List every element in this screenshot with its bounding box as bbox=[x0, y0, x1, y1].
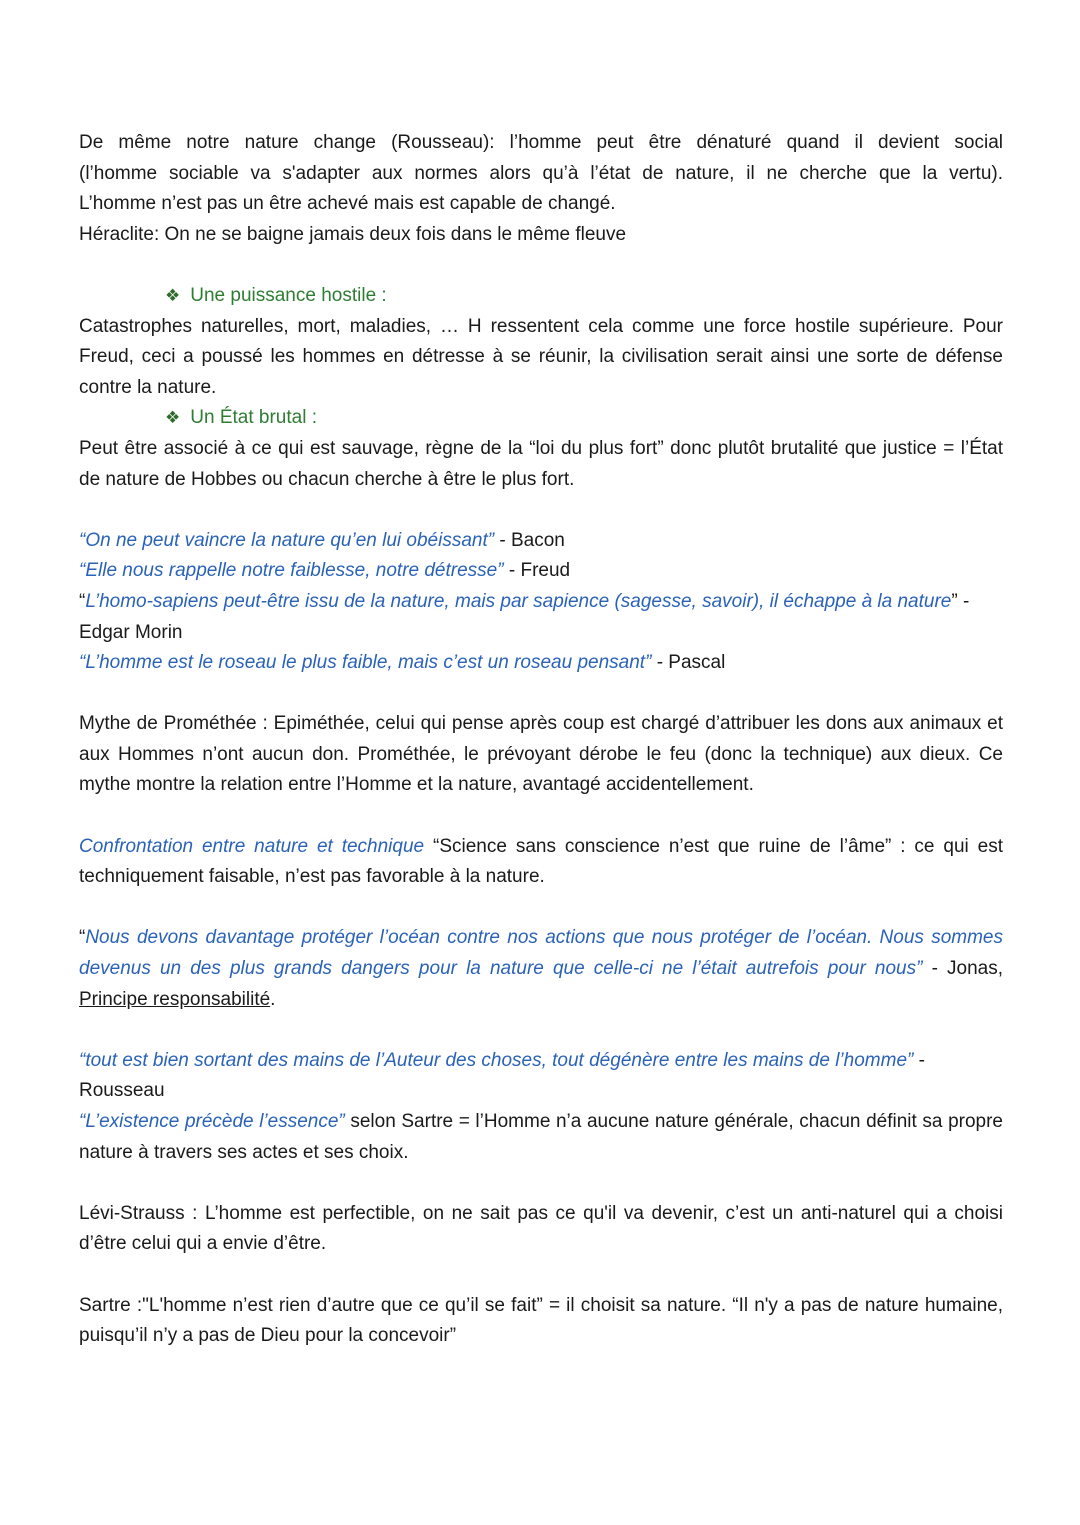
quote-text: “L’homme est le roseau le plus faible, mais c’est un roseau pensant” bbox=[79, 652, 652, 674]
heraclite-line bbox=[79, 220, 1003, 251]
paragraph-text: Lévi-Strauss : L’homme est perfectible, on ne sait pas ce qu'il va devenir, c’est un anti-naturel qui a choisi d’être celui qui a envie d’être. bbox=[79, 1202, 1003, 1255]
quote-pascal bbox=[79, 648, 1003, 679]
confrontation-label: Confrontation entre nature et technique bbox=[79, 835, 425, 857]
text-line: Héraclite: On ne se baigne jamais deux fois dans le même fleuve bbox=[79, 223, 627, 245]
quote-text: “tout est bien sortant des mains de l’Auteur des choses, tout dégénère entre les mains de l’homme” bbox=[79, 1049, 914, 1071]
quote-author: Edgar Morin bbox=[79, 621, 183, 643]
quote-bacon bbox=[79, 526, 1003, 557]
paragraph-confrontation bbox=[79, 832, 1003, 893]
text-line: De même notre nature change (Rousseau): l’homme peut être dénaturé quand il devient social bbox=[79, 132, 1003, 153]
bullet-heading-etat-brutal bbox=[79, 403, 1003, 434]
quote-close-mark: ” - bbox=[951, 590, 970, 612]
quote-text: “L’existence précède l’essence” bbox=[79, 1111, 345, 1132]
quote-freud bbox=[79, 556, 1003, 587]
diamond-bullet-icon: ❖ bbox=[165, 408, 181, 428]
paragraph-rousseau-nature bbox=[79, 128, 1003, 159]
period: . bbox=[270, 988, 276, 1010]
paragraph-text: “Science sans conscience n’est que ruine de l’âme” : ce qui est techniquement faisable, n’est pas favorable à la nature. bbox=[79, 835, 1004, 888]
paragraph-sartre-nature bbox=[79, 1291, 1003, 1352]
paragraph-text: Sartre :"L'homme n’est rien d’autre que ce qu’il se fait” = il choisit sa nature. “Il n'y a pas de nature humaine, puisqu’il n’y a pas de Dieu pour la concevoir” bbox=[79, 1294, 1003, 1347]
text-line: (l’homme sociable va s'adapter aux normes alors qu’à l’état de nature, il ne cherche que la vertu). bbox=[79, 162, 1003, 184]
paragraph-promethee bbox=[79, 709, 1003, 801]
quote-author: Jonas, bbox=[947, 958, 1004, 980]
paragraph-text: Mythe de Prométhée : Epiméthée, celui qui pense après coup est chargé d’attribuer les dons aux animaux et aux Hommes n’ont aucun don. Prométhée, le prévoyant dérobe le feu (donc la technique) aux dieux. Ce mythe montre la relation entre l’Homme et la nature, avantagé accidentellement. bbox=[79, 713, 1003, 796]
quote-author: - Bacon bbox=[494, 529, 565, 551]
quote-text: Nous devons davantage protéger l’océan contre nos actions que nous protéger de l’océan. Nous sommes devenus un des plus grands dangers pour la nature que celle-ci ne l’était autrefois pour nous” bbox=[79, 927, 1003, 980]
paragraph-text: selon Sartre = l’Homme n’a aucune nature générale, chacun définit sa propre nature à travers ses actes et ses choix. bbox=[79, 1111, 1003, 1163]
text-line: L’homme n’est pas un être achevé mais est capable de changé. bbox=[79, 193, 616, 215]
bullet-heading-puissance-hostile bbox=[79, 281, 1003, 312]
paragraph-rousseau-nature-2 bbox=[79, 159, 1003, 190]
paragraph-etat-brutal bbox=[79, 434, 1003, 495]
paragraph-text: Peut être associé à ce qui est sauvage, règne de la “loi du plus fort” donc plutôt brutalité que justice = l’État de nature de Hobbes ou chacun cherche à être le plus fort. bbox=[79, 437, 1003, 490]
work-title: Principe responsabilité bbox=[79, 988, 271, 1010]
paragraph-levi-strauss bbox=[79, 1199, 1003, 1260]
bullet-title: Un État brutal : bbox=[190, 407, 317, 429]
quote-author: - Freud bbox=[503, 560, 571, 582]
paragraph-text: Catastrophes naturelles, mort, maladies, … H ressentent cela comme une force hostile supérieure. Pour Freud, ceci a poussé les hommes en détresse à se réunir, la civilisation serait ainsi une sorte de défense contre la nature. bbox=[79, 315, 1003, 398]
quote-jonas bbox=[79, 923, 1003, 1015]
paragraph-rousseau-nature-3 bbox=[79, 189, 1003, 220]
paragraph-sartre-existence bbox=[79, 1107, 1003, 1168]
quote-author: - Pascal bbox=[651, 652, 726, 674]
quote-text: “Elle nous rappelle notre faiblesse, notre détresse” bbox=[79, 560, 504, 582]
quote-open-mark: “ bbox=[79, 590, 86, 612]
diamond-bullet-icon: ❖ bbox=[165, 285, 181, 305]
quote-author: Rousseau bbox=[79, 1080, 165, 1102]
quote-dash: - bbox=[922, 958, 938, 980]
quote-morin bbox=[79, 587, 1003, 648]
quote-open-mark: “ bbox=[79, 927, 86, 949]
paragraph-puissance-hostile bbox=[79, 312, 1003, 404]
quote-text: L’homo-sapiens peut-être issu de la nature, mais par sapience (sagesse, savoir), il échappe à la nature bbox=[85, 590, 952, 612]
document-page bbox=[79, 128, 1003, 1352]
quote-text: “On ne peut vaincre la nature qu’en lui obéissant” bbox=[79, 529, 495, 551]
quote-rousseau bbox=[79, 1046, 1003, 1107]
quote-dash: - bbox=[913, 1049, 925, 1071]
bullet-title: Une puissance hostile : bbox=[190, 284, 387, 306]
